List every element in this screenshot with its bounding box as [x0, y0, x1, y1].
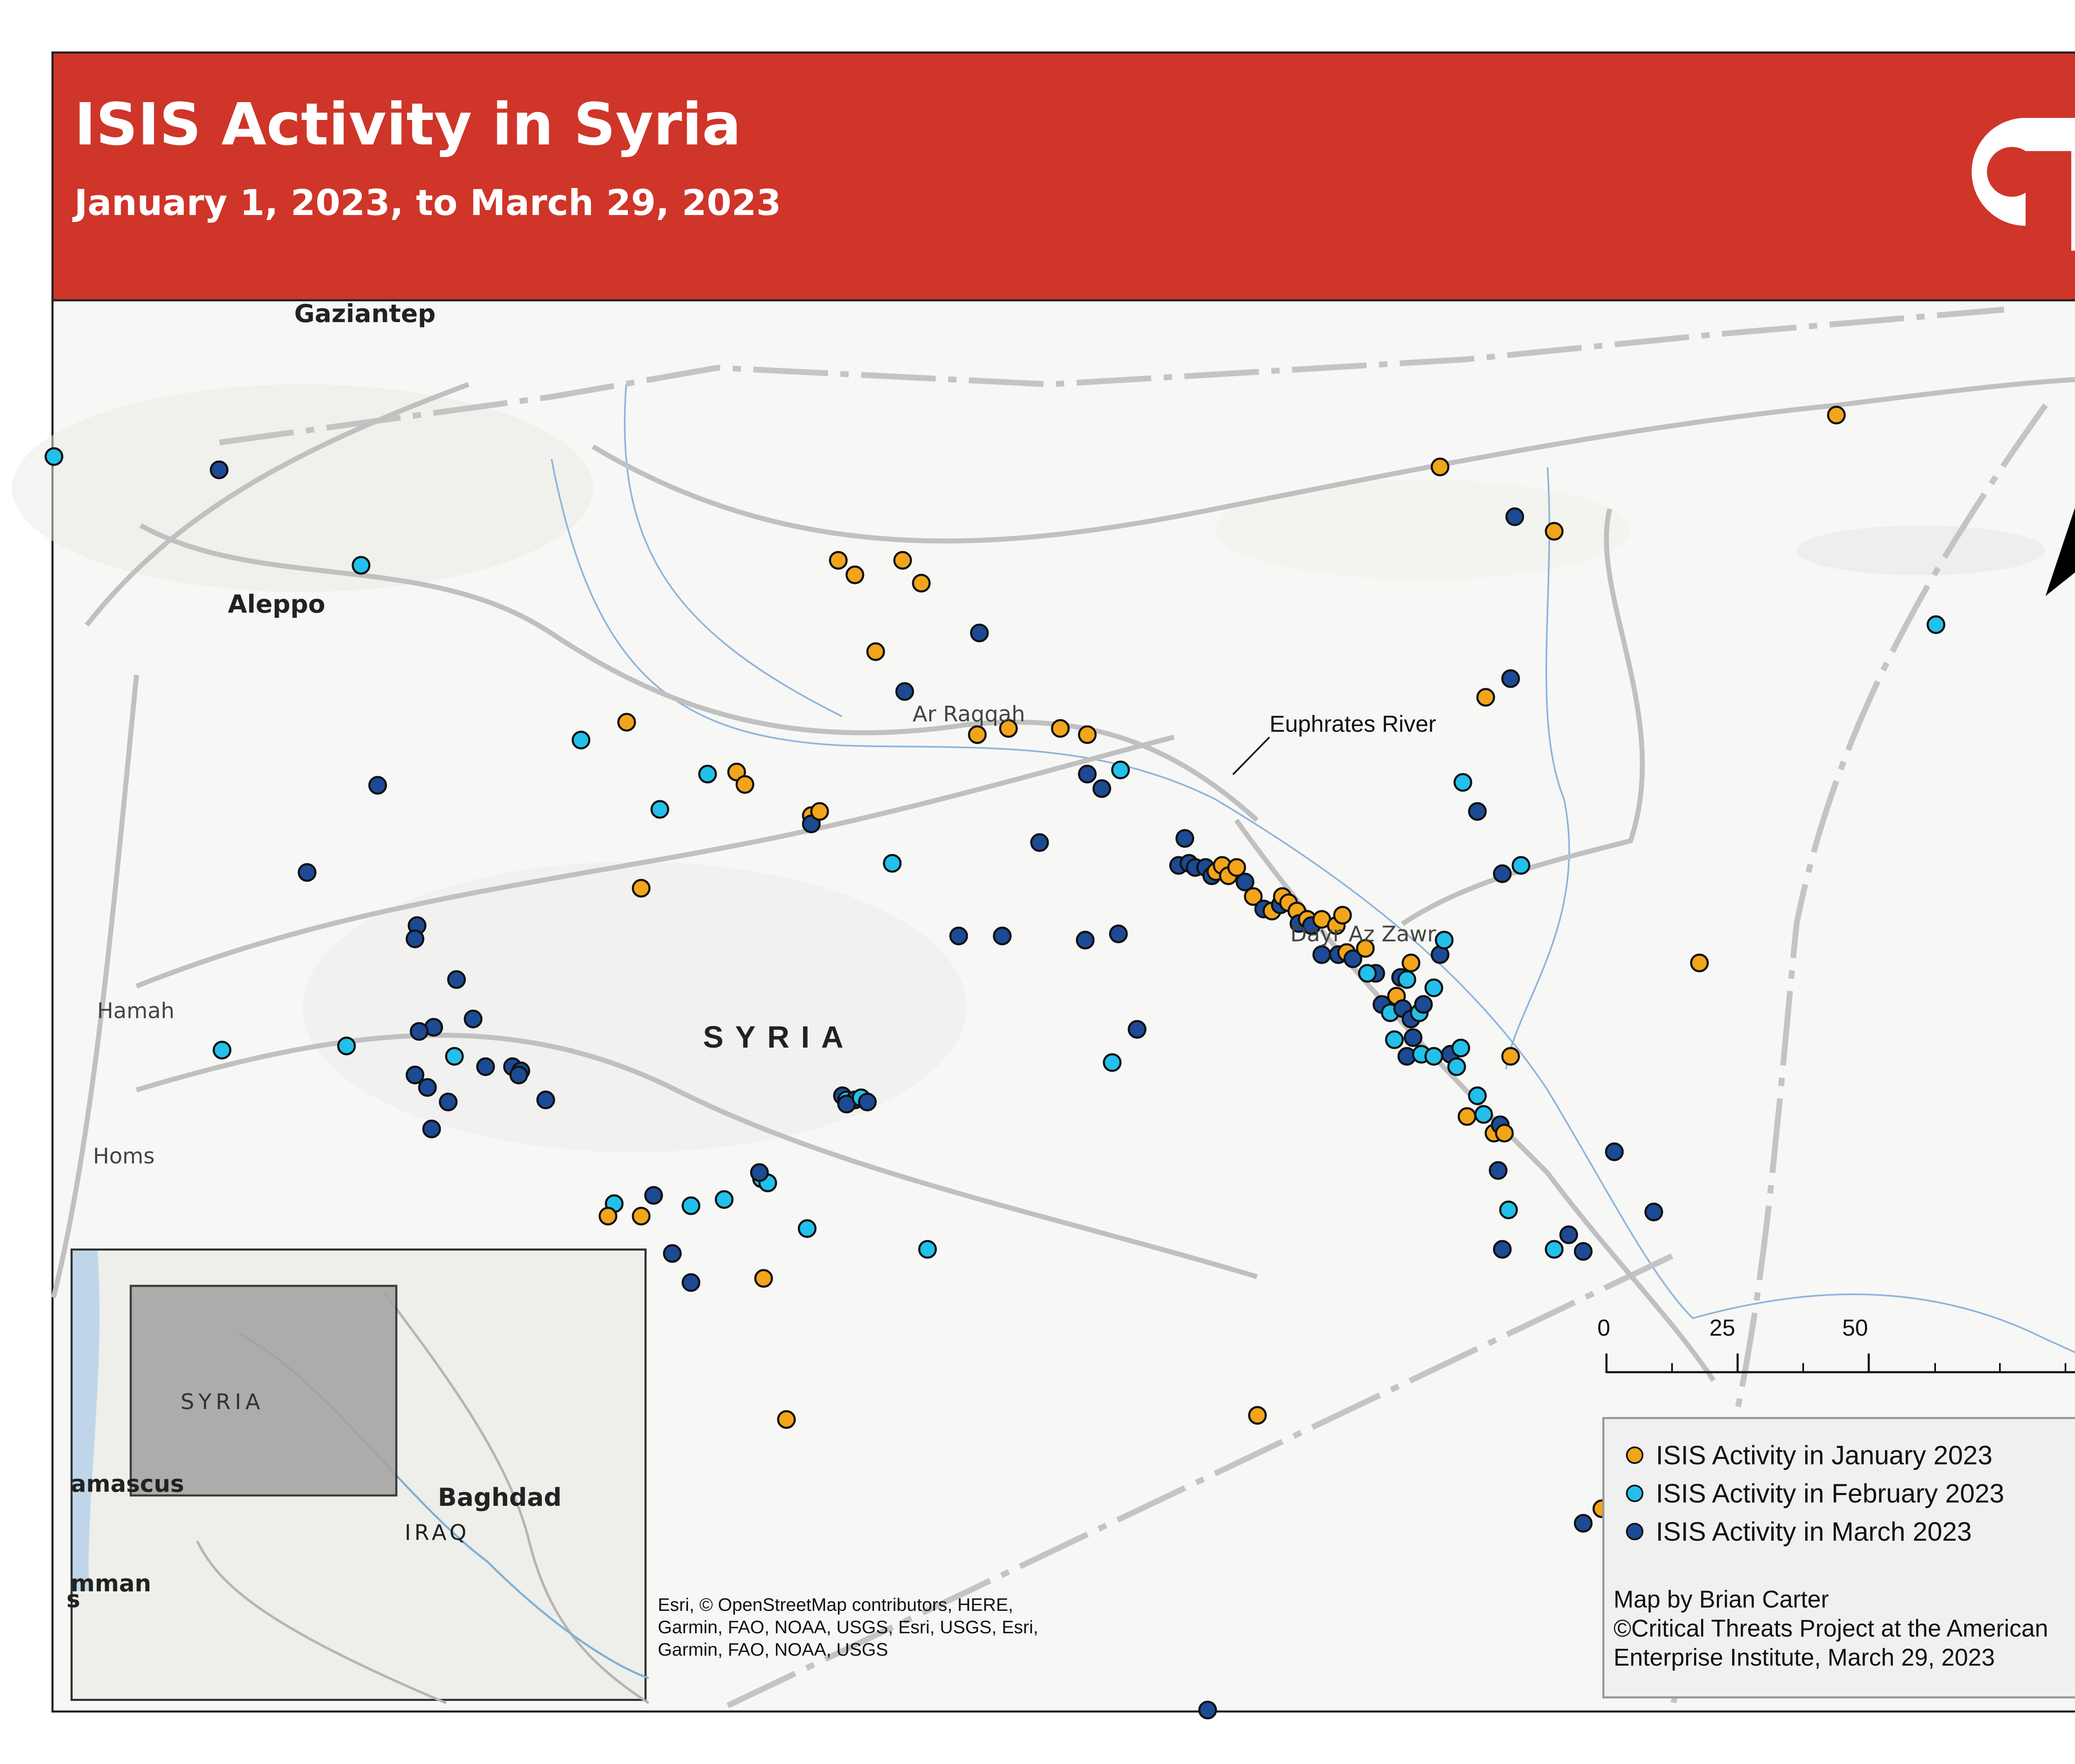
activity-marker-march[interactable]: [369, 777, 386, 794]
label-aleppo: Aleppo: [228, 590, 325, 619]
activity-marker-march[interactable]: [950, 928, 967, 944]
activity-marker-february[interactable]: [1426, 980, 1442, 996]
header-banner: [54, 54, 2075, 301]
activity-marker-march[interactable]: [448, 971, 465, 988]
activity-marker-february[interactable]: [652, 801, 668, 818]
logo-letter-c: [1972, 118, 2026, 226]
scale-label-0: 0: [1597, 1314, 1611, 1341]
page-title: ISIS Activity in Syria: [74, 91, 741, 159]
legend-item-january: [1626, 1440, 1992, 1471]
activity-marker-february[interactable]: [1399, 971, 1415, 988]
activity-marker-march[interactable]: [645, 1187, 662, 1204]
label-euphrates-river: Euphrates River: [1269, 711, 1436, 737]
activity-marker-january[interactable]: [969, 726, 986, 743]
activity-marker-march[interactable]: [423, 1121, 440, 1137]
activity-marker-february[interactable]: [1513, 857, 1529, 874]
legend-item-february: [1626, 1478, 2004, 1509]
activity-marker-january[interactable]: [755, 1270, 772, 1287]
activity-marker-march[interactable]: [1199, 1702, 1216, 1718]
legend-swatch-march: [1626, 1523, 1643, 1540]
activity-marker-march[interactable]: [1494, 1241, 1511, 1258]
terrain-shading: [12, 384, 2046, 1152]
activity-marker-january[interactable]: [811, 803, 828, 820]
activity-marker-march[interactable]: [1560, 1226, 1577, 1243]
activity-marker-january[interactable]: [618, 714, 635, 731]
scale-bar: [1606, 1351, 2075, 1380]
activity-marker-january[interactable]: [633, 880, 649, 897]
scale-label-25: 25: [1709, 1314, 1736, 1341]
activity-marker-february[interactable]: [1928, 616, 1944, 633]
logo-letter-t-bar: [2026, 118, 2075, 151]
activity-marker-march[interactable]: [211, 462, 227, 478]
activity-marker-march[interactable]: [1494, 865, 1511, 882]
activity-marker-march[interactable]: [1606, 1143, 1623, 1160]
activity-marker-january[interactable]: [913, 575, 930, 591]
activity-marker-march[interactable]: [411, 1023, 427, 1040]
legend-swatch-february: [1626, 1485, 1643, 1502]
activity-marker-february[interactable]: [1112, 762, 1129, 778]
activity-marker-february[interactable]: [338, 1038, 355, 1054]
activity-marker-march[interactable]: [751, 1164, 768, 1181]
activity-marker-february[interactable]: [1500, 1202, 1517, 1218]
activity-marker-january[interactable]: [1052, 720, 1069, 737]
activity-marker-march[interactable]: [1502, 670, 1519, 687]
activity-marker-march[interactable]: [971, 625, 988, 641]
activity-marker-february[interactable]: [1448, 1058, 1465, 1075]
activity-marker-february[interactable]: [1426, 1048, 1442, 1065]
activity-marker-january[interactable]: [1496, 1125, 1513, 1141]
activity-marker-march[interactable]: [510, 1067, 527, 1083]
activity-marker-january[interactable]: [1459, 1108, 1475, 1125]
road-west-south: [54, 675, 137, 1297]
activity-marker-february[interactable]: [46, 448, 62, 465]
balikh-river-line: [625, 384, 842, 716]
activity-marker-january[interactable]: [1691, 955, 1708, 971]
inset-label-iraq: IRAQ: [405, 1520, 470, 1545]
activity-marker-march[interactable]: [477, 1058, 494, 1075]
author-line-1: Map by Brian Carter: [1614, 1586, 1829, 1613]
activity-marker-february[interactable]: [799, 1220, 815, 1237]
euphrates-leader-line: [1228, 733, 1278, 783]
activity-marker-february[interactable]: [1455, 774, 1471, 791]
activity-marker-february[interactable]: [1469, 1087, 1486, 1104]
activity-marker-march[interactable]: [859, 1094, 876, 1110]
activity-marker-january[interactable]: [830, 552, 847, 569]
label-dayr-az-zawr: Dayr Az Zawr: [1290, 922, 1436, 947]
activity-marker-january[interactable]: [867, 643, 884, 660]
activity-marker-january[interactable]: [600, 1208, 616, 1224]
activity-marker-january[interactable]: [847, 567, 863, 583]
author-line-2: ©Critical Threats Project at the American: [1614, 1615, 2048, 1642]
activity-marker-january[interactable]: [1828, 407, 1845, 423]
label-ar-raqqah: Ar Raqqah: [913, 702, 1025, 727]
activity-marker-january[interactable]: [1502, 1048, 1519, 1065]
label-gaziantep: Gaziantep: [294, 299, 436, 328]
label-hamah: Hamah: [97, 999, 175, 1024]
activity-marker-january[interactable]: [1477, 689, 1494, 706]
activity-marker-march[interactable]: [299, 864, 315, 881]
activity-marker-february[interactable]: [573, 732, 589, 748]
activity-marker-february[interactable]: [884, 855, 901, 872]
activity-marker-february[interactable]: [353, 557, 369, 574]
page-subtitle: January 1, 2023, to March 29, 2023: [74, 182, 781, 224]
activity-marker-march[interactable]: [465, 1011, 481, 1027]
activity-marker-march[interactable]: [1645, 1204, 1662, 1220]
activity-marker-march[interactable]: [1405, 1029, 1421, 1046]
activity-marker-march[interactable]: [537, 1092, 554, 1108]
activity-marker-january[interactable]: [1403, 955, 1419, 971]
activity-marker-february[interactable]: [1104, 1054, 1120, 1071]
scale-label-50: 50: [1842, 1314, 1868, 1341]
label-syria: SYRIA: [703, 1020, 855, 1054]
legend-label-march: ISIS Activity in March 2023: [1656, 1517, 1972, 1547]
legend-label-february: ISIS Activity in February 2023: [1656, 1478, 2004, 1508]
activity-marker-february[interactable]: [1386, 1031, 1403, 1048]
activity-marker-march[interactable]: [1469, 803, 1486, 820]
activity-marker-march[interactable]: [419, 1079, 436, 1096]
activity-marker-march[interactable]: [407, 931, 423, 947]
activity-marker-january[interactable]: [1079, 726, 1096, 743]
activity-marker-march[interactable]: [1415, 996, 1432, 1013]
activity-marker-march[interactable]: [664, 1245, 681, 1262]
activity-marker-march[interactable]: [1575, 1243, 1592, 1260]
activity-marker-march[interactable]: [407, 1067, 423, 1083]
activity-marker-march[interactable]: [1077, 932, 1094, 948]
inset-label-syria: SYRIA: [181, 1390, 264, 1415]
activity-marker-february[interactable]: [699, 766, 716, 782]
activity-marker-january[interactable]: [1546, 523, 1562, 540]
author-line-3: Enterprise Institute, March 29, 2023: [1614, 1644, 1995, 1671]
credits-line-3: Garmin, FAO, NOAA, USGS: [658, 1639, 889, 1660]
activity-marker-january[interactable]: [737, 776, 753, 793]
ct-logo: [1922, 93, 2075, 251]
legend: [1602, 1417, 2075, 1698]
inset-sea: [73, 1251, 100, 1591]
activity-marker-february[interactable]: [1546, 1241, 1562, 1258]
inset-label-amman: mman: [71, 1570, 151, 1597]
map-credits: [658, 1594, 1156, 1661]
legend-swatch-january: [1626, 1446, 1643, 1464]
activity-marker-march[interactable]: [1079, 766, 1096, 782]
activity-marker-january[interactable]: [894, 552, 911, 569]
activity-marker-march[interactable]: [1506, 508, 1523, 525]
activity-marker-february[interactable]: [716, 1191, 732, 1208]
activity-marker-january[interactable]: [1334, 907, 1351, 924]
activity-marker-march[interactable]: [896, 683, 913, 700]
inset-label-edge: s: [66, 1586, 81, 1613]
inset-map: [66, 1248, 647, 1701]
activity-marker-february[interactable]: [1359, 965, 1376, 982]
activity-marker-march[interactable]: [1177, 830, 1193, 847]
label-homs: Homs: [93, 1144, 155, 1169]
activity-marker-march[interactable]: [1575, 1515, 1592, 1532]
activity-marker-february[interactable]: [446, 1048, 463, 1065]
activity-marker-january[interactable]: [1249, 1407, 1266, 1424]
activity-marker-march[interactable]: [1313, 946, 1330, 963]
north-arrow-icon: [2041, 409, 2075, 608]
legend-item-march: [1626, 1516, 1972, 1547]
activity-marker-february[interactable]: [1452, 1040, 1469, 1056]
inset-label-baghdad: Baghdad: [438, 1483, 562, 1512]
inset-label-damascus: amascus: [71, 1471, 184, 1498]
activity-marker-january[interactable]: [778, 1411, 795, 1428]
activity-marker-march[interactable]: [683, 1274, 699, 1291]
activity-marker-january[interactable]: [1432, 459, 1448, 475]
activity-marker-march[interactable]: [440, 1094, 456, 1110]
activity-marker-march[interactable]: [994, 928, 1011, 944]
credits-line-1: Esri, © OpenStreetMap contributors, HERE,: [658, 1595, 1013, 1615]
legend-label-january: ISIS Activity in January 2023: [1656, 1440, 1993, 1470]
activity-marker-february[interactable]: [1436, 932, 1452, 948]
activity-marker-february[interactable]: [1475, 1106, 1492, 1123]
activity-marker-march[interactable]: [1129, 1021, 1145, 1038]
activity-marker-february[interactable]: [919, 1241, 936, 1258]
activity-marker-march[interactable]: [1031, 834, 1048, 851]
activity-marker-january[interactable]: [633, 1208, 649, 1224]
activity-marker-march[interactable]: [1094, 780, 1110, 797]
logo-letter-t-stem: [2071, 118, 2075, 251]
credits-line-2: Garmin, FAO, NOAA, USGS, Esri, USGS, Esri,: [658, 1617, 1038, 1637]
activity-marker-february[interactable]: [683, 1197, 699, 1214]
author-credit: [1614, 1585, 2048, 1672]
activity-marker-march[interactable]: [1490, 1162, 1506, 1179]
activity-marker-march[interactable]: [1110, 926, 1127, 942]
activity-marker-february[interactable]: [214, 1042, 230, 1058]
